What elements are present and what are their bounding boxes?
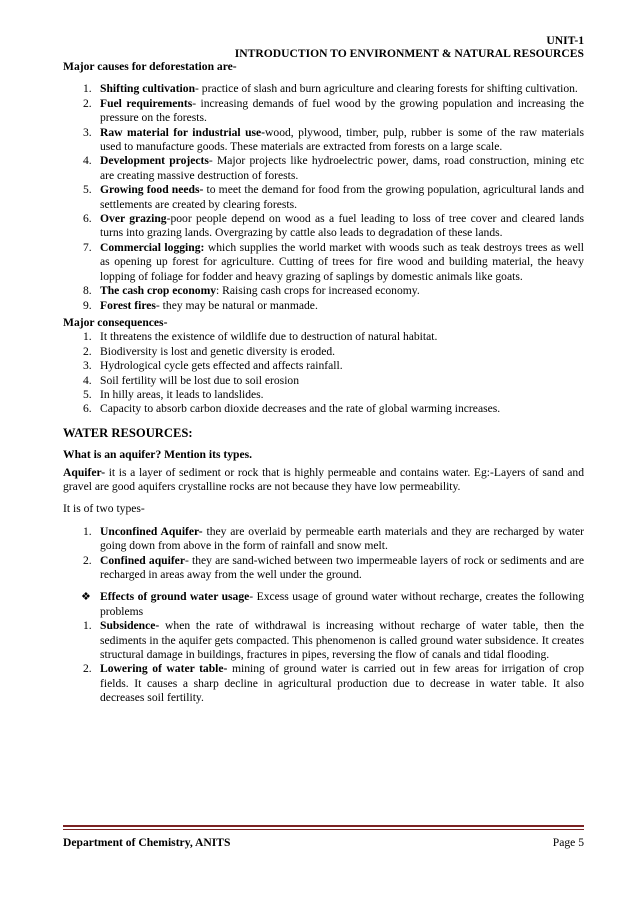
list-item: 2. Lowering of water table- mining of ground water is carried out in few areas for irrigation of crop fields. It causes a sharp decline in agricultural production due to decrease in water table. It also decreases soil fertility. <box>83 662 584 705</box>
effects-list <box>63 619 584 705</box>
aquifer-question: What is an aquifer? Mention its types. <box>63 448 253 462</box>
list-item: 2. Biodiversity is lost and genetic diversity is eroded. <box>83 344 336 358</box>
aquifer-definition: Aquifer- it is a layer of sediment or rock that is highly permeable and contains water. Eg:-Layers of sand and gravel are good aquifers crystalline rocks are not because they have low permeability. <box>63 465 584 493</box>
list-item: 4. Development projects- Major projects like hydroelectric power, dams, road construction, mining etc are creating massive destruction of forests. <box>83 154 584 182</box>
consequences-heading: Major consequences- <box>63 315 168 329</box>
list-item: 4. Soil fertility will be lost due to soil erosion <box>83 373 300 387</box>
list-item: 3. Hydrological cycle gets effected and affects rainfall. <box>83 359 343 373</box>
list-item: 7. Commercial logging: which supplies the world market with woods such as teak destroys trees as well as opening up forest for agriculture. Cutting of trees for fire wood and building material, the heavy lopping of foliage for fodder and heavy grazing of saplings by domestic animals like goats. <box>83 240 584 283</box>
list-item: 2. Confined aquifer- they are sand-wiched between two impermeable layers of rock or sediments and are recharged in areas away from the well under the ground. <box>83 553 584 581</box>
diamond-bullet-icon: ❖ <box>81 591 91 604</box>
header-unit: UNIT-1 <box>546 34 584 47</box>
list-item: 6. Capacity to absorb carbon dioxide decreases and the rate of global warming increases. <box>83 402 501 416</box>
footer-divider-thin <box>63 829 584 830</box>
footer-divider <box>63 825 584 827</box>
effects-of-ground-water-usage: ❖ Effects of ground water usage- Excess usage of ground water without recharge, creates the following problems <box>81 590 584 618</box>
consequences-list <box>63 330 584 416</box>
deforestation-heading: Major causes for deforestation are- <box>63 60 237 73</box>
list-item: 8. The cash crop economy: Raising cash crops for increased economy. <box>83 284 420 298</box>
list-item: 5. In hilly areas, it leads to landslides. <box>83 387 264 401</box>
list-item: 1. Subsidence- when the rate of withdrawal is increasing without recharge of water table, then the sediments in the aquifer gets compacted. This phenomenon is called ground water subsidence. It creates structural damage in buildings, fractures in pipes, reversing the flow of canals and tidal flooding. <box>83 619 584 662</box>
aquifer-types-list <box>63 525 584 583</box>
list-item: 3. Raw material for industrial use-wood, plywood, timber, pulp, rubber is some of the raw materials used to manufacture goods. These materials are extracted from forests on a large scale. <box>83 125 584 154</box>
list-item: 1. Shifting cultivation- practice of slash and burn agriculture and clearing forests for shifting cultivation. <box>83 82 578 96</box>
header-title: INTRODUCTION TO ENVIRONMENT & NATURAL RESOURCES <box>234 47 584 60</box>
list-item: 6. Over grazing-poor people depend on wood as a fuel leading to loss of tree cover and cleared lands turns into grazing lands. Overgrazing by cattle also leads to degradation of these lands. <box>83 212 584 240</box>
footer-department: Department of Chemistry, ANITS <box>63 836 231 849</box>
aquifer-types-intro: It is of two types- <box>63 502 145 516</box>
list-item: 9. Forest fires- they may be natural or manmade. <box>83 298 318 312</box>
water-resources-heading: WATER RESOURCES: <box>63 425 193 440</box>
list-item: 5. Growing food needs- to meet the demand for food from the growing population, agricultural lands and settlements are created by clearing forests. <box>83 183 584 211</box>
deforestation-list <box>63 82 584 313</box>
list-item: 1. It threatens the existence of wildlife due to destruction of natural habitat. <box>83 330 438 344</box>
list-item: 1. Unconfined Aquifer- they are overlaid by permeable earth materials and they are recharged by water going down from above in the form of rainfall and snow melt. <box>83 524 584 553</box>
footer <box>63 836 584 849</box>
list-item: 2. Fuel requirements- increasing demands of fuel wood by the growing population and increasing the pressure on the forests. <box>83 96 585 125</box>
document-page <box>63 34 584 706</box>
page-number: Page 5 <box>552 836 584 849</box>
